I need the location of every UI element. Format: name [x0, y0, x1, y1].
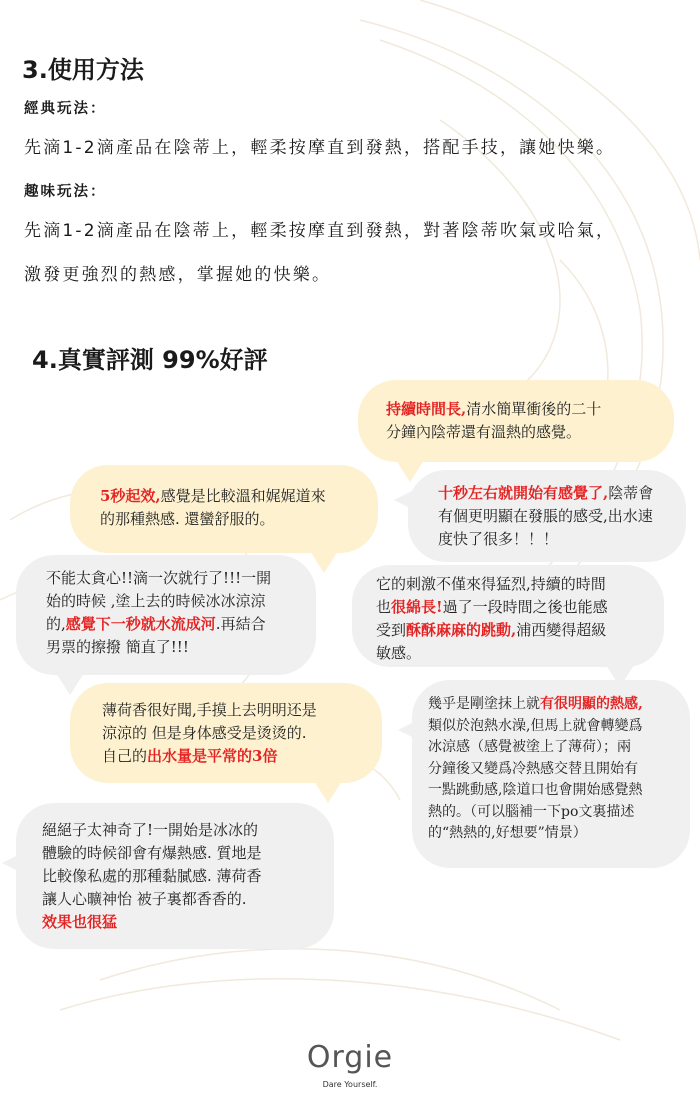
section-4-title: 4.真實評測 99%好評: [32, 346, 268, 374]
review-3-line2: 有個更明顯在發脹的感受,出水速: [438, 507, 653, 525]
review-5-line3b: 浦西變得超級: [516, 621, 607, 639]
review-5-line2a: 也: [376, 598, 392, 616]
review-6-line1: 薄荷香很好聞,手摸上去明明还是: [102, 701, 317, 719]
bubble-tail: [310, 551, 338, 573]
review-2-highlight: 5秒起效,: [100, 487, 161, 505]
review-7-line5: 一點跳動感,陰道口也會開始感覺熱: [428, 782, 643, 798]
review-5-line3a: 受到: [376, 621, 407, 639]
fun-method-text-line2: 激發更強烈的熱感，掌握她的快樂。: [24, 265, 332, 285]
fun-method-text-line1: 先滴1-2滴產品在陰蒂上，輕柔按摩直到發熱，對著陰蒂吹氣或哈氣，: [24, 221, 616, 241]
classic-method-label: 經典玩法：: [24, 101, 107, 117]
review-bubble-8: [16, 803, 334, 949]
review-7-line2: 類似於泡熱水澡,但馬上就會轉變爲: [428, 717, 643, 734]
review-bubble-5: [352, 565, 664, 667]
bubble-tail: [394, 490, 414, 510]
review-bubble-7: [412, 680, 690, 868]
review-5-line2b: 過了一段時間之後也能感: [442, 598, 608, 616]
review-4-line3b: .再結合: [215, 615, 266, 633]
review-2-line2: 的那種熱感. 還蠻舒服的。: [100, 510, 275, 528]
review-7-line7: 的“熱熱的,好想要”情景）: [428, 825, 587, 841]
review-4-line4: 男票的擦撥 簡直了!!!: [46, 638, 189, 656]
review-1-text: 清水簡單衝後的二十: [466, 400, 602, 418]
review-6-line2: 涼涼的 但是身体感受是烫烫的.: [102, 724, 307, 742]
review-7-highlight: 有很明顯的熱感,: [540, 696, 643, 712]
review-bubble-6: [70, 683, 382, 783]
classic-method-text: 先滴1-2滴產品在陰蒂上，輕柔按摩直到發熱，搭配手技，讓她快樂。: [24, 138, 616, 158]
review-8-highlight: 效果也很猛: [42, 913, 118, 931]
bubble-tail: [314, 781, 342, 803]
review-6-highlight: 出水量是平常的3倍: [147, 747, 278, 765]
review-4-line1: 不能太貪心!!滴一次就行了!!!一開: [46, 569, 272, 587]
review-bubble-2: [70, 465, 378, 553]
review-7-line6: 熱的。（可以腦補一下po文裏描述: [428, 803, 635, 820]
fun-method-label: 趣味玩法：: [24, 184, 107, 200]
review-1-highlight: 持續時間長,: [386, 400, 467, 418]
brand-logo: Orgie: [306, 1040, 394, 1075]
review-bubble-4: [16, 555, 316, 675]
review-4-highlight: 感覺下一秒就水流成河: [65, 615, 216, 633]
review-3-line3: 度快了很多！！！: [438, 530, 559, 548]
review-bubble-3: [408, 470, 686, 562]
review-4-line2: 始的時候 ,塗上去的時候冰冰涼涼: [46, 592, 266, 610]
bubble-tail: [56, 673, 84, 695]
review-3-text: 陰蒂會: [608, 484, 654, 502]
review-8-line2: 體驗的時候卻會有爆熱感. 質地是: [42, 844, 262, 862]
review-7-line4: 分鐘後又變爲冷熱感交替且開始有: [428, 760, 638, 777]
review-8-line3: 比較像私處的那種黏膩感. 薄荷香: [42, 867, 262, 885]
review-6-line3a: 自己的: [102, 747, 148, 765]
review-8-line4: 讓人心曠神怡 被子裏都香香的.: [42, 890, 247, 908]
review-3-highlight: 十秒左右就開始有感覺了,: [438, 484, 609, 502]
review-8-line1: 絕絕子太神奇了!一開始是冰冰的: [42, 821, 259, 839]
review-4-line3a: 的,: [46, 615, 66, 633]
review-7-line3: 冰涼感（感覺被塗上了薄荷）；兩: [428, 739, 631, 755]
brand-tagline: Dare Yourself.: [322, 1080, 378, 1089]
review-5-line1: 它的刺激不僅來得猛烈,持續的時間: [376, 575, 606, 593]
review-7-line1a: 幾乎是剛塗抹上就: [428, 696, 540, 712]
review-1-line2: 分鐘內陰蒂還有溫熱的感覺。: [386, 423, 582, 441]
section-3-title: 3.使用方法: [22, 56, 144, 84]
bubble-tail: [2, 853, 22, 873]
review-bubble-1: [358, 380, 674, 462]
review-5-line4: 敏感。: [376, 644, 422, 662]
review-5-highlight-2: 酥酥麻麻的跳動,: [406, 621, 517, 639]
review-2-text: 感覺是比較溫和娓娓道來: [160, 487, 326, 505]
bubble-tail: [398, 720, 418, 740]
review-5-highlight-1: 很綿長!: [391, 598, 443, 616]
